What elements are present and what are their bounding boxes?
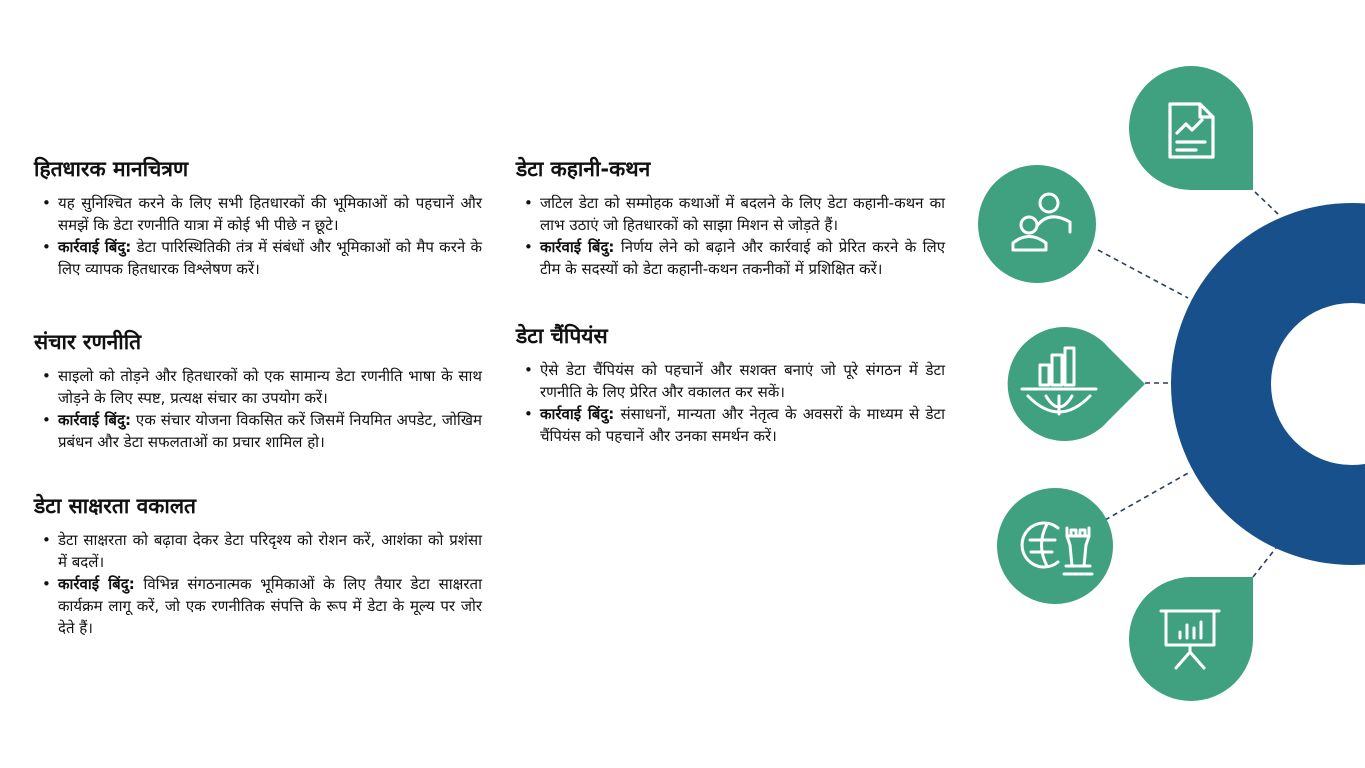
bullet-item: • जटिल डेटा को सम्मोहक कथाओं में बदलने के लिए डेटा कहानी-कथन का लाभ उठाएं जो हितधारकों को साझा मिशन से जोड़ते हैं। (516, 192, 945, 236)
data-bars-globe-icon (1008, 327, 1145, 441)
bullet-item: • कार्रवाई बिंदु: विभिन्न संगठनात्मक भूमिकाओं के लिए तैयार डेटा साक्षरता कार्यक्रम लागू करें, जो एक रणनीतिक संपत्ति के रूप में डेटा के मूल्य पर जोर देते हैं। (34, 573, 482, 639)
section-title: डेटा साक्षरता वकालत (34, 494, 197, 518)
bullet-item: • ऐसे डेटा चैंपियंस को पहचानें और सशक्त बनाएं जो पूरे संगठन में डेटा रणनीति के लिए प्रेरित और वकालत कर सकें। (516, 359, 945, 403)
connector-line (1098, 250, 1188, 298)
section-title: डेटा चैंपियंस (516, 324, 608, 348)
bullet-item: • कार्रवाई बिंदु: निर्णय लेने को बढ़ाने और कार्रवाई को प्रेरित करने के लिए टीम के सदस्यों को डेटा कहानी-कथन तकनीकों में प्रशिक्षित करें। (516, 236, 945, 280)
section-title: संचार रणनीति (34, 330, 142, 354)
bullet-item: • यह सुनिश्चित करने के लिए सभी हितधारकों की भूमिकाओं को पहचानें और समझें कि डेटा रणनीति यात्रा में कोई भी पीछे न छूटे। (34, 192, 482, 236)
bullet-item: • कार्रवाई बिंदु: डेटा पारिस्थितिकी तंत्र में संबंधों और भूमिकाओं को मैप करने के लिए व्यापक हितधारक विश्लेषण करें। (34, 236, 482, 280)
bullet-item: • डेटा साक्षरता को बढ़ावा देकर डेटा परिदृश्य को रोशन करें, आशंका को प्रशंसा में बदलें। (34, 529, 482, 573)
globe-chess-rook-icon (997, 488, 1113, 604)
bullet-item: • साइलो को तोड़ने और हितधारकों को एक सामान्य डेटा रणनीति भाषा के साथ जोड़ने के लिए स्पष्ट, प्रत्यक्ष संचार का उपयोग करें। (34, 365, 482, 409)
connector-line (1105, 472, 1190, 520)
presentation-board-icon (1129, 577, 1253, 701)
connector-line (1253, 548, 1276, 577)
bullet-item: • कार्रवाई बिंदु: एक संचार योजना विकसित करें जिसमें नियमित अपडेट, जोखिम प्रबंधन और डेटा सफलताओं का प्रचार शामिल हो। (34, 409, 482, 453)
connector-line (1255, 192, 1278, 214)
section-title: डेटा कहानी-कथन (516, 157, 651, 181)
central-ring (1221, 253, 1365, 515)
section-title: हितधारक मानचित्रण (34, 157, 189, 181)
bullet-item: • कार्रवाई बिंदु: संसाधनों, मान्यता और नेतृत्व के अवसरों के माध्यम से डेटा चैंपियंस को पहचानें और उनका समर्थन करें। (516, 403, 945, 447)
document-chart-icon (1129, 66, 1253, 190)
stakeholder-people-icon (978, 165, 1096, 283)
